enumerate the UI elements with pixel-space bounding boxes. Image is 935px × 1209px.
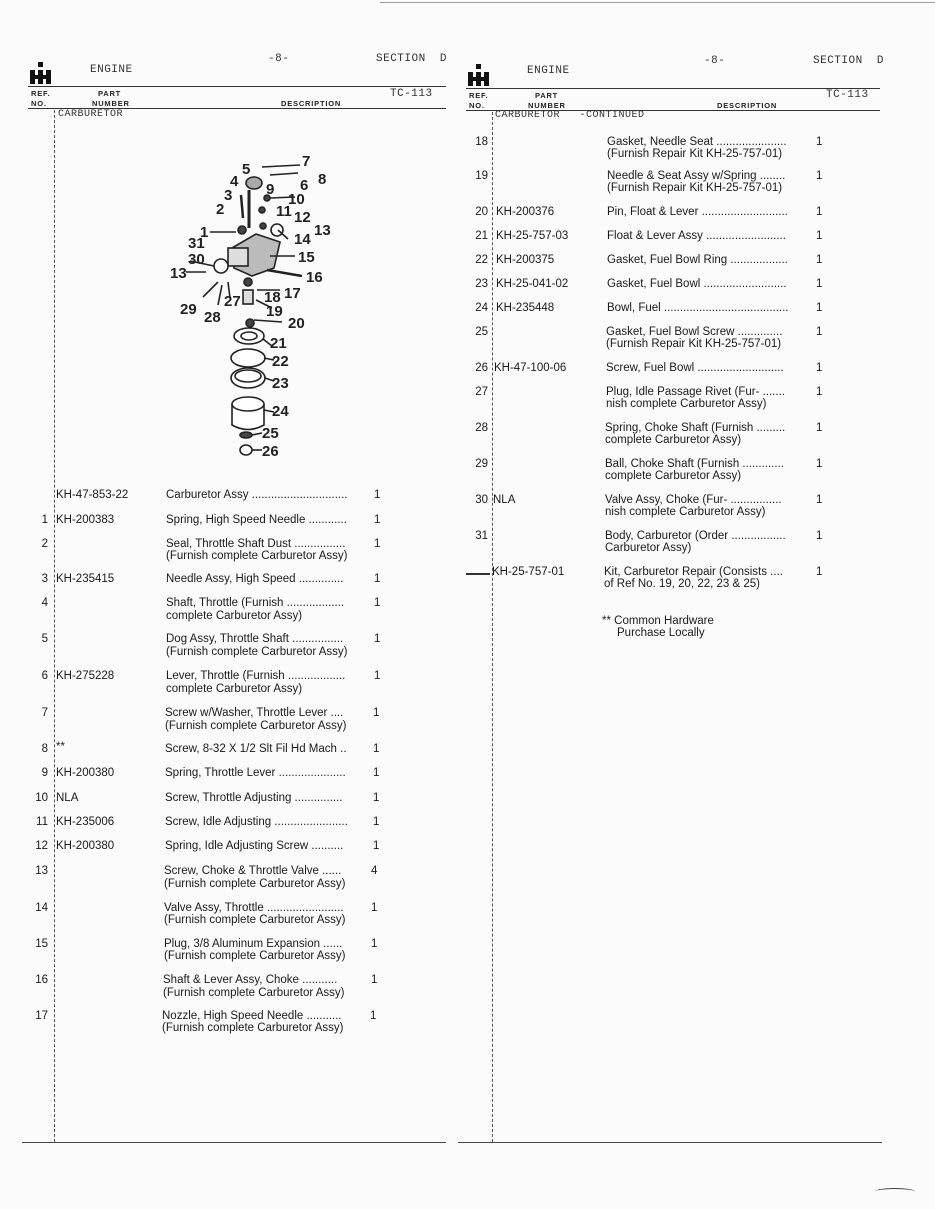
quantity: 1 — [816, 530, 823, 542]
col-number-label: NUMBER — [528, 101, 566, 110]
ref-number: 23 — [475, 278, 488, 290]
description: Screw, Fuel Bowl ........................... — [606, 362, 784, 374]
part-number: KH-235006 — [56, 816, 115, 828]
ref-number: 4 — [41, 597, 48, 609]
part-number: KH-25-757-01 — [492, 566, 565, 578]
ref-number: 6 — [41, 670, 48, 682]
footnote-line-2: Purchase Locally — [617, 627, 705, 639]
ref-number: 24 — [475, 302, 488, 314]
description-note: complete Carburetor Assy) — [605, 470, 742, 482]
description: Seal, Throttle Shaft Dust ................ — [166, 538, 346, 550]
scan-mark — [875, 1188, 915, 1195]
part-number: KH-47-853-22 — [56, 489, 129, 501]
part-number: KH-275228 — [56, 670, 115, 682]
description-note: complete Carburetor Assy) — [166, 610, 303, 622]
description: Needle & Seat Assy w/Spring ........ — [607, 170, 786, 182]
ref-number: 5 — [41, 633, 48, 645]
part-number: KH-200383 — [56, 514, 115, 526]
part-number: KH-47-100-06 — [494, 362, 567, 374]
description: Plug, 3/8 Aluminum Expansion ...... — [164, 938, 343, 950]
description: Ball, Choke Shaft (Furnish ............. — [605, 458, 784, 470]
quantity: 1 — [816, 254, 823, 266]
callout-26: 26 — [262, 443, 279, 460]
callout-13: 13 — [314, 222, 331, 239]
callout-29: 29 — [180, 301, 197, 318]
description: Spring, Idle Adjusting Screw .......... — [165, 840, 344, 852]
callout-30: 30 — [188, 251, 205, 268]
quantity: 1 — [374, 538, 381, 550]
callout-13b: 13 — [170, 265, 187, 282]
ref-number: 7 — [41, 707, 48, 719]
description: Float & Lever Assy ......................... — [607, 230, 786, 242]
callout-7: 7 — [302, 153, 311, 170]
description: Gasket, Fuel Bowl Ring .................. — [607, 254, 788, 266]
callout-3: 3 — [224, 187, 233, 204]
part-number: KH-235415 — [56, 573, 115, 585]
quantity: 1 — [371, 974, 378, 986]
description: Shaft & Lever Assy, Choke ........... — [163, 974, 338, 986]
callout-4: 4 — [230, 173, 239, 190]
part-number: KH-200380 — [56, 767, 115, 779]
quantity: 1 — [816, 278, 823, 290]
part-number: KH-25-041-02 — [496, 278, 569, 290]
description: Screw w/Washer, Throttle Lever .... — [165, 707, 344, 719]
description: Spring, High Speed Needle ............ — [166, 514, 347, 526]
quantity: 1 — [816, 458, 823, 470]
page-number: -8- — [268, 53, 290, 65]
quantity: 1 — [373, 792, 380, 804]
part-number: KH-200376 — [496, 206, 555, 218]
description: Plug, Idle Passage Rivet (Fur- ....... — [606, 386, 785, 398]
quantity: 1 — [374, 573, 381, 585]
callout-8: 8 — [318, 171, 327, 188]
description-note: nish complete Carburetor Assy) — [606, 398, 767, 410]
col-ref-label: REF. — [469, 91, 489, 100]
quantity: 1 — [373, 816, 380, 828]
ref-number: 21 — [475, 230, 488, 242]
ref-number: 8 — [41, 743, 48, 755]
quantity: 4 — [371, 865, 378, 877]
callout-19: 19 — [266, 303, 283, 320]
ref-number: 15 — [35, 938, 48, 950]
description: Spring, Throttle Lever ..................... — [165, 767, 346, 779]
description-note: (Furnish Repair Kit KH-25-757-01) — [607, 148, 783, 160]
ref-number: 18 — [475, 136, 488, 148]
quantity: 1 — [816, 302, 823, 314]
quantity: 1 — [374, 489, 381, 501]
description-note: of Ref No. 19, 20, 22, 23 & 25) — [604, 578, 760, 590]
description-note: complete Carburetor Assy) — [605, 434, 742, 446]
callout-15: 15 — [298, 249, 315, 266]
callout-20: 20 — [288, 315, 305, 332]
quantity: 1 — [374, 514, 381, 526]
description-note: (Furnish complete Carburetor Assy) — [163, 987, 345, 999]
col-no-label: NO. — [469, 101, 485, 110]
callout-9: 9 — [266, 181, 275, 198]
callout-25: 25 — [262, 425, 279, 442]
footnote-line-1: ** Common Hardware — [602, 615, 714, 627]
ref-number: 20 — [475, 206, 488, 218]
ref-number: 17 — [35, 1010, 48, 1022]
part-number: ** — [56, 741, 65, 753]
callout-6: 6 — [300, 177, 309, 194]
quantity: 1 — [816, 494, 823, 506]
description: Bowl, Fuel ....................................... — [607, 302, 789, 314]
callout-12: 12 — [294, 209, 311, 226]
part-number: KH-200375 — [496, 254, 555, 266]
part-number: NLA — [56, 792, 79, 804]
col-number-label: NUMBER — [92, 99, 130, 108]
ref-number: 1 — [41, 514, 48, 526]
description: Pin, Float & Lever ........................... — [607, 206, 788, 218]
section-label: SECTION D — [813, 55, 885, 67]
ref-number: 2 — [41, 538, 48, 550]
ref-number: 13 — [35, 865, 48, 877]
description-note: complete Carburetor Assy) — [166, 683, 303, 695]
quantity: 1 — [373, 743, 380, 755]
col-part-label: PART — [535, 91, 559, 100]
ref-number: 27 — [475, 386, 488, 398]
description: Screw, 8-32 X 1/2 Slt Fil Hd Mach .. — [165, 743, 347, 755]
callout-14: 14 — [294, 231, 311, 248]
description: Kit, Carburetor Repair (Consists .... — [604, 566, 783, 578]
quantity: 1 — [371, 902, 378, 914]
ref-number: 22 — [475, 254, 488, 266]
col-part-label: PART — [98, 89, 122, 98]
ref-number: 31 — [475, 530, 488, 542]
description: Valve Assy, Choke (Fur- ................ — [605, 494, 782, 506]
quantity: 1 — [816, 230, 823, 242]
ref-number: 11 — [36, 816, 48, 828]
doc-code: TC-113 — [390, 88, 433, 100]
ref-number: 25 — [475, 326, 488, 338]
ref-number: 16 — [35, 974, 48, 986]
ref-number: 12 — [35, 840, 48, 852]
description-note: (Furnish complete Carburetor Assy) — [164, 878, 346, 890]
scan-edge-line — [380, 2, 935, 3]
quantity: 1 — [816, 422, 823, 434]
callout-1: 1 — [200, 224, 209, 241]
callout-31: 31 — [188, 235, 205, 252]
description-note: (Furnish complete Carburetor Assy) — [162, 1022, 344, 1034]
description-note: (Furnish complete Carburetor Assy) — [164, 914, 346, 926]
part-number: NLA — [493, 494, 516, 506]
part-number: KH-200380 — [56, 840, 115, 852]
quantity: 1 — [374, 597, 381, 609]
group-heading: CARBURETOR — [58, 109, 124, 120]
ref-number: 10 — [35, 792, 48, 804]
description-note: (Furnish complete Carburetor Assy) — [166, 646, 348, 658]
description: Gasket, Fuel Bowl Screw .............. — [606, 326, 783, 338]
section-title: ENGINE — [90, 64, 133, 76]
quantity: 1 — [816, 170, 823, 182]
marker-dash — [466, 573, 490, 575]
description: Gasket, Fuel Bowl .......................... — [607, 278, 787, 290]
quantity: 1 — [816, 326, 823, 338]
description-note: (Furnish complete Carburetor Assy) — [164, 950, 346, 962]
description-note: nish complete Carburetor Assy) — [605, 506, 766, 518]
section-title: ENGINE — [527, 65, 570, 77]
description: Lever, Throttle (Furnish .................. — [166, 670, 346, 682]
callout-16: 16 — [306, 269, 323, 286]
description-note: (Furnish Repair Kit KH-25-757-01) — [606, 338, 782, 350]
ref-number: 29 — [475, 458, 488, 470]
description: Screw, Idle Adjusting ....................... — [165, 816, 348, 828]
callout-22: 22 — [272, 353, 289, 370]
description-note: (Furnish complete Carburetor Assy) — [165, 720, 347, 732]
quantity: 1 — [373, 767, 380, 779]
quantity: 1 — [816, 386, 823, 398]
description-note: Carburetor Assy) — [605, 542, 692, 554]
description: Body, Carburetor (Order ................. — [605, 530, 786, 542]
quantity: 1 — [373, 707, 380, 719]
callout-24: 24 — [272, 403, 289, 420]
doc-code: TC-113 — [826, 89, 869, 101]
callout-10: 10 — [288, 191, 305, 208]
quantity: 1 — [816, 566, 823, 578]
callout-11: 11 — [276, 203, 292, 220]
callout-27: 27 — [224, 293, 241, 310]
quantity: 1 — [816, 206, 823, 218]
callout-21: 21 — [270, 335, 287, 352]
quantity: 1 — [371, 938, 378, 950]
description: Shaft, Throttle (Furnish .................. — [166, 597, 345, 609]
col-no-label: NO. — [31, 99, 47, 108]
quantity: 1 — [374, 670, 381, 682]
description: Dog Assy, Throttle Shaft ................ — [166, 633, 344, 645]
description: Valve Assy, Throttle ........................ — [164, 902, 344, 914]
ref-number: 3 — [41, 573, 48, 585]
part-number: KH-235448 — [496, 302, 555, 314]
description-note: (Furnish complete Carburetor Assy) — [166, 550, 348, 562]
callout-28: 28 — [204, 309, 221, 326]
part-number: KH-25-757-03 — [496, 230, 569, 242]
ref-number: 19 — [475, 170, 488, 182]
quantity: 1 — [816, 362, 823, 374]
page-number: -8- — [704, 55, 726, 67]
description-note: (Furnish Repair Kit KH-25-757-01) — [607, 182, 783, 194]
ref-number: 9 — [41, 767, 48, 779]
description: Spring, Choke Shaft (Furnish ......... — [605, 422, 786, 434]
ref-number: 30 — [475, 494, 488, 506]
description: Nozzle, High Speed Needle ........... — [162, 1010, 342, 1022]
quantity: 1 — [374, 633, 381, 645]
description: Needle Assy, High Speed .............. — [166, 573, 344, 585]
ih-logo-icon — [30, 62, 52, 84]
ref-number: 14 — [35, 902, 48, 914]
description: Carburetor Assy .............................. — [166, 489, 348, 501]
description: Gasket, Needle Seat ...................... — [607, 136, 787, 148]
callout-17: 17 — [284, 285, 301, 302]
callout-23: 23 — [272, 375, 289, 392]
col-description-label: DESCRIPTION — [281, 99, 342, 108]
section-label: SECTION D — [376, 53, 448, 65]
quantity: 1 — [816, 136, 823, 148]
callout-5: 5 — [242, 161, 251, 178]
description: Screw, Choke & Throttle Valve ...... — [164, 865, 342, 877]
col-ref-label: REF. — [31, 89, 51, 98]
description: Screw, Throttle Adjusting ............... — [165, 792, 343, 804]
ref-number: 28 — [475, 422, 488, 434]
carburetor-exploded-diagram — [170, 150, 340, 470]
ih-logo-icon — [468, 64, 490, 86]
group-heading: CARBURETOR -CONTINUED — [495, 110, 645, 121]
callout-2: 2 — [216, 201, 225, 218]
quantity: 1 — [370, 1010, 377, 1022]
ref-number: 26 — [475, 362, 488, 374]
col-description-label: DESCRIPTION — [717, 101, 778, 110]
callout-18: 18 — [264, 289, 281, 306]
quantity: 1 — [373, 840, 380, 852]
